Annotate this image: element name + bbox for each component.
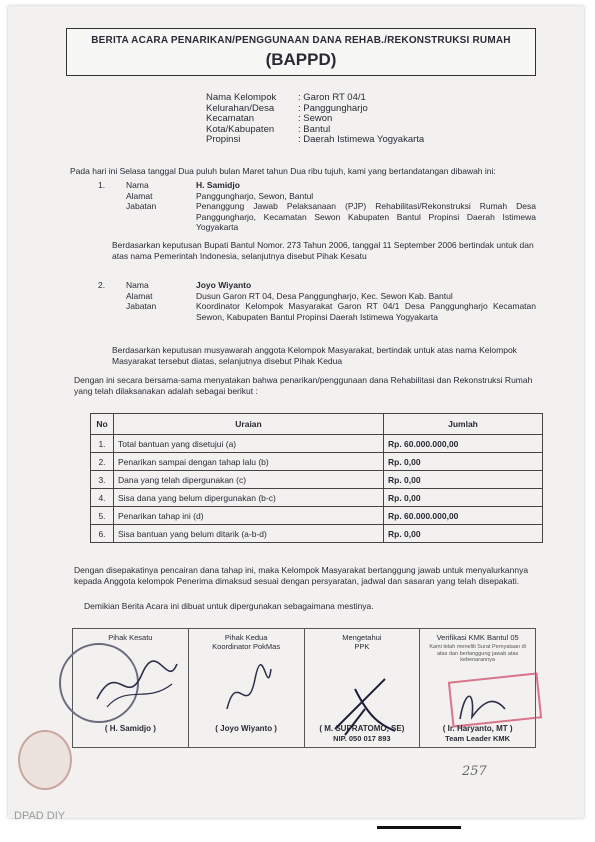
signature-ppk	[305, 629, 421, 747]
table-row	[91, 525, 543, 543]
intro-paragraph: Pada hari ini Selasa tanggal Dua puluh bulan Maret tahun Dua ribu tujuh, kami yang bertandatangan dibawah ini:	[70, 166, 496, 176]
signature-scribble	[217, 659, 277, 719]
party-one	[98, 180, 595, 233]
position-label: Jabatan	[126, 201, 157, 211]
table-row	[91, 489, 543, 507]
signature-party-two	[189, 629, 305, 747]
party-one-basis: Berdasarkan keputusan Bupati Bantul Nomor. 273 Tahun 2006, tanggal 11 September 2006 bertindak untuk dan atas nama Pemerintah Indonesia, selanjutnya disebut Pihak Kesatu	[112, 240, 534, 261]
row-description: Total bantuan yang disetujui (a)	[114, 435, 384, 453]
verification-note: Kami telah meneliti Surat Pernyataan di atas dan bertanggung jawab atas kebenarannya	[429, 644, 526, 663]
signature-scribble	[450, 679, 520, 725]
signatory-name: ( H. Samidjo )	[104, 724, 156, 733]
info-value: : Garon RT 04/1	[298, 92, 366, 103]
info-label: Kecamatan	[206, 113, 255, 124]
address-label: Alamat	[126, 190, 153, 201]
row-amount: Rp. 0,00	[384, 525, 543, 543]
header-description: Uraian	[114, 414, 384, 435]
signature-verification	[420, 629, 535, 747]
party-position: Koordinator Kelompok Masyarakat Garon RT 04/1 Desa Panggungharjo Kecamatan Sewon, Kabupaten Bantul Propinsi Daerah Istimewa Yogyakarta	[196, 301, 536, 322]
funds-table	[90, 413, 543, 543]
signature-scribble	[87, 649, 187, 719]
document-subtitle: (BAPPD)	[265, 50, 337, 69]
signatory-name: ( M. SUPRATOMO, SE)	[319, 724, 405, 733]
signatory-name: ( Ir. Haryanto, MT )	[442, 724, 513, 733]
row-description: Dana yang telah dipergunakan (c)	[114, 471, 384, 489]
row-no: 3.	[91, 471, 114, 489]
party-name: H. Samidjo	[196, 180, 240, 190]
signature-subheading: PPK	[354, 642, 370, 651]
title-box	[66, 28, 536, 76]
row-amount: Rp. 0,00	[384, 489, 543, 507]
party-number: 2.	[98, 280, 106, 290]
address-label: Alamat	[126, 290, 153, 301]
signature-party-one	[73, 629, 189, 747]
scan-bar	[377, 826, 461, 829]
row-no: 6.	[91, 525, 114, 543]
watermark: DPAD DIY	[14, 810, 66, 822]
table-row	[91, 435, 543, 453]
signature-heading: Pihak Kesatu	[108, 633, 153, 642]
info-value: : Bantul	[298, 123, 331, 135]
signature-heading: Mengetahui	[342, 633, 382, 642]
statement-paragraph: Dengan ini secara bersama-sama menyatakan bahwa penarikan/penggunaan dana Rehabilitasi dan Rekonstruksi Rumah yang telah dilaksanakan adalah sebagai berikut :	[74, 375, 533, 396]
closing-remark: Demikian Berita Acara ini dibuat untuk dipergunakan sebagaimana mestinya.	[84, 601, 374, 611]
group-info	[206, 93, 424, 146]
info-label: Propinsi	[206, 134, 241, 145]
signature-heading: Pihak Kedua	[224, 633, 268, 642]
row-amount: Rp. 0,00	[384, 453, 543, 471]
name-label: Nama	[126, 180, 149, 190]
archive-logo	[18, 730, 72, 790]
info-value: : Sewon	[298, 113, 333, 124]
table-header-row	[91, 414, 543, 435]
row-no: 2.	[91, 453, 114, 471]
row-description: Penarikan sampai dengan tahap lalu (b)	[114, 453, 384, 471]
signature-block	[72, 628, 536, 748]
info-label: Kelurahan/Desa	[206, 102, 275, 114]
header-amount: Jumlah	[384, 414, 543, 435]
closing-paragraph: Dengan disepakatinya pencairan dana tahap ini, maka Kelompok Masyarakat bertanggung jawab untuk menyalurkannya kepada Anggota kelompok Penerima dimaksud sesuai dengan persyaratan, jadwal dan sasaran yang telah disepakati.	[74, 565, 529, 586]
row-no: 1.	[91, 435, 114, 453]
row-no: 4.	[91, 489, 114, 507]
info-label: Kota/Kabupaten	[206, 123, 275, 135]
document-title: BERITA ACARA PENARIKAN/PENGGUNAAN DANA REHAB./REKONSTRUKSI RUMAH	[91, 35, 511, 46]
signatory-nip: NIP. 050 017 893	[333, 734, 391, 743]
party-address: Panggungharjo, Sewon, Bantul	[196, 190, 314, 201]
position-label: Jabatan	[126, 301, 157, 311]
table-row	[91, 507, 543, 525]
name-label: Nama	[126, 280, 149, 290]
info-label: Nama Kelompok	[206, 92, 277, 103]
signature-subheading: Koordinator PokMas	[212, 642, 281, 651]
row-description: Sisa dana yang belum dipergunakan (b-c)	[114, 489, 384, 507]
party-two	[98, 280, 595, 322]
party-number: 1.	[98, 180, 106, 190]
signatory-name: ( Joyo Wiyanto )	[215, 724, 277, 733]
party-address: Dusun Garon RT 04, Desa Panggungharjo, Kec. Sewon Kab. Bantul	[196, 290, 453, 301]
table-row	[91, 471, 543, 489]
handwritten-page-number: 257	[462, 764, 487, 779]
row-amount: Rp. 60.000.000,00	[384, 507, 543, 525]
info-value: : Panggungharjo	[298, 102, 368, 114]
party-position: Penanggung Jawab Pelaksanaan (PJP) Rehabilitasi/Rekonstruksi Rumah Desa Panggungharjo, Kecamatan Sewon Kabupaten Bantul Propinsi Daerah Istimewa Yogyakarta	[196, 201, 536, 232]
header-no: No	[91, 414, 114, 435]
row-description: Sisa bantuan yang belum ditarik (a-b-d)	[114, 525, 384, 543]
party-two-basis: Berdasarkan keputusan musyawarah anggota Kelompok Masyarakat, bertindak untuk atas nama Kelompok Masyarakat tersebut diatas, selanjutnya disebut Pihak Kedua	[112, 345, 517, 366]
signature-heading: Verifikasi KMK Bantul 05	[436, 633, 519, 642]
info-row	[206, 135, 424, 146]
party-name: Joyo Wiyanto	[196, 280, 252, 290]
row-no: 5.	[91, 507, 114, 525]
table-row	[91, 453, 543, 471]
row-amount: Rp. 0,00	[384, 471, 543, 489]
signatory-role: Team Leader KMK	[445, 734, 511, 743]
info-value: : Daerah Istimewa Yogyakarta	[298, 134, 425, 145]
row-description: Penarikan tahap ini (d)	[114, 507, 384, 525]
row-amount: Rp. 60.000.000,00	[384, 435, 543, 453]
